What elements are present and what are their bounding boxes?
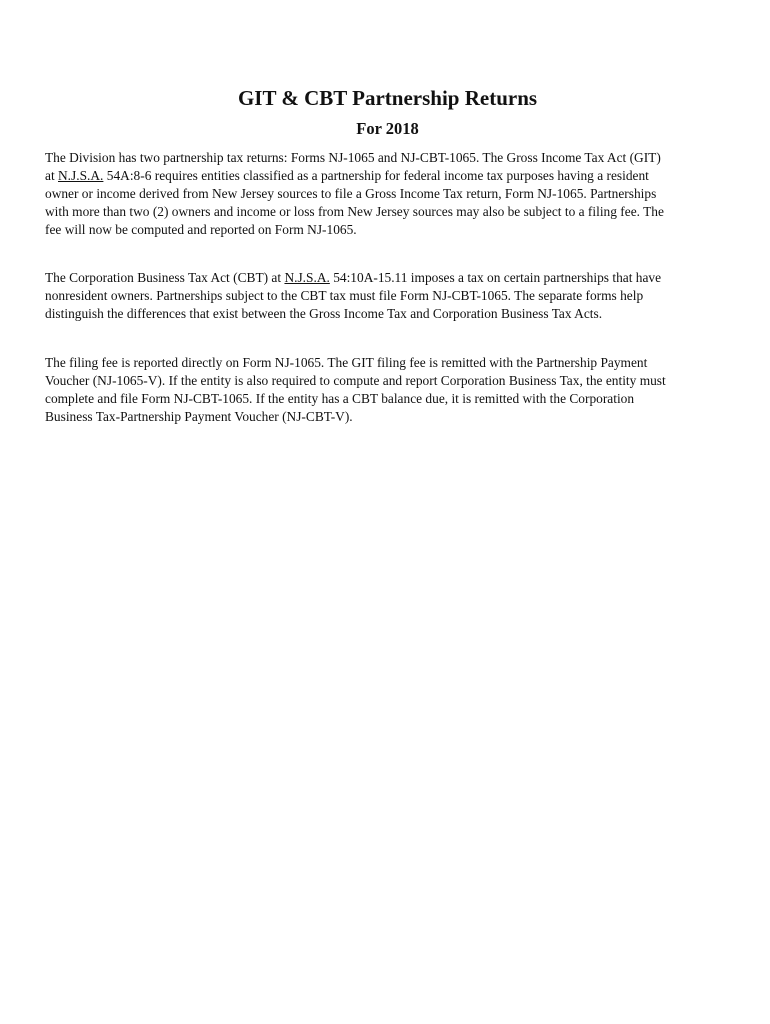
document-subtitle: For 2018	[356, 119, 419, 138]
paragraph-line: fee will now be computed and reported on Form NJ-1065.	[45, 222, 357, 237]
paragraph-text: The Corporation Business Tax Act (CBT) at	[45, 270, 285, 285]
njsa-citation-link[interactable]: N.J.S.A.	[58, 168, 104, 183]
paragraph-text: at	[45, 168, 59, 183]
paragraph-line: Business Tax-Partnership Payment Voucher (NJ-CBT-V).	[45, 409, 353, 424]
paragraph-line: complete and file Form NJ-CBT-1065. If the entity has a CBT balance due, it is remitted with the Corporation	[45, 391, 635, 406]
paragraph-filing-fee	[45, 354, 735, 426]
paragraph-line	[45, 167, 735, 185]
paragraph-cbt-overview	[45, 269, 735, 323]
njsa-citation-link[interactable]: N.J.S.A.	[284, 270, 330, 285]
paragraph-line: nonresident owners. Partnerships subject to the CBT tax must file Form NJ-CBT-1065. The separate forms help	[45, 288, 644, 303]
paragraph-text: 54:10A-15.11 imposes a tax on certain partnerships that have	[329, 270, 662, 285]
paragraph-line: Voucher (NJ-1065-V). If the entity is also required to compute and report Corporation Business Tax, the entity must	[45, 373, 666, 388]
paragraph-line: The filing fee is reported directly on Form NJ-1065. The GIT filing fee is remitted with the Partnership Payment	[45, 355, 648, 370]
paragraph-line: with more than two (2) owners and income or loss from New Jersey sources may also be subject to a filing fee. The	[45, 204, 664, 219]
paragraph-text: 54A:8-6 requires entities classified as a partnership for federal income tax purposes having a resident	[103, 168, 649, 183]
document-title: GIT & CBT Partnership Returns	[237, 86, 538, 110]
paragraph-git-overview	[45, 149, 735, 239]
paragraph-line: owner or income derived from New Jersey sources to file a Gross Income Tax return, Form NJ-1065. Partnerships	[45, 186, 657, 201]
paragraph-line: distinguish the differences that exist between the Gross Income Tax and Corporation Business Tax Acts.	[45, 306, 603, 321]
paragraph-line	[45, 269, 735, 287]
paragraph-line: The Division has two partnership tax returns: Forms NJ-1065 and NJ-CBT-1065. The Gross Income Tax Act (GIT)	[45, 150, 661, 165]
